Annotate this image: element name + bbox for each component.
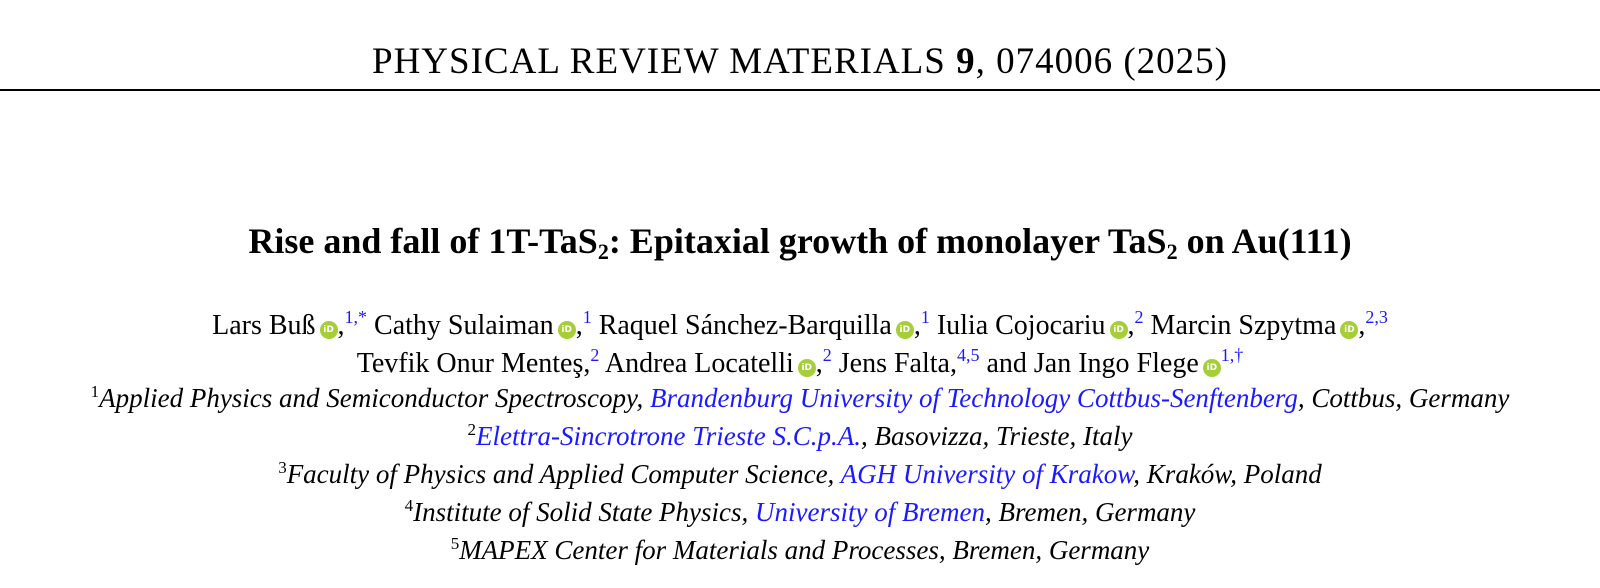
author-separator: , (913, 310, 921, 341)
author-name: Andrea Locatelli (604, 348, 794, 379)
author-name: Jens Falta, (838, 348, 957, 379)
orcid-icon[interactable]: iD (896, 321, 914, 339)
author-separator: , (1358, 310, 1366, 341)
author-separator: , (337, 310, 345, 341)
affiliation-4 (0, 494, 1600, 530)
affiliation-3 (0, 456, 1600, 492)
affiliation-2 (0, 418, 1600, 454)
orcid-icon[interactable]: iD (1203, 359, 1221, 377)
affiliation-location: , Cottbus, Germany (1297, 383, 1510, 413)
affiliation-number: 5 (450, 534, 460, 553)
title-part-3: on Au(111) (1177, 221, 1352, 261)
article-info: , 074006 (2025) (975, 41, 1228, 82)
author-separator: , (1127, 310, 1135, 341)
affiliation-ref[interactable]: 1 (920, 307, 930, 327)
affiliation-location: , Bremen, Germany (984, 497, 1196, 527)
journal-name: PHYSICAL REVIEW MATERIALS (372, 41, 946, 82)
affiliation-1 (0, 380, 1600, 416)
institution-link[interactable]: University of Bremen (755, 497, 985, 527)
affiliation-number: 2 (467, 420, 476, 439)
author-separator: , (575, 310, 583, 341)
author-name: Marcin Szpytma (1150, 310, 1337, 341)
affiliation-ref[interactable]: 2,3 (1365, 307, 1388, 327)
author-line-1 (0, 308, 1600, 344)
affiliation-5 (0, 532, 1600, 568)
institution-link[interactable]: Brandenburg University of Technology Cottbus-Senftenberg (649, 383, 1298, 413)
title-part-1: Rise and fall of 1T-TaS (248, 221, 598, 261)
affiliation-ref[interactable]: 1,† (1220, 345, 1244, 365)
institution-link[interactable]: Elettra-Sincrotrone Trieste S.C.p.A. (476, 421, 861, 451)
affiliation-ref[interactable]: 2 (590, 345, 600, 365)
affiliation-ref[interactable]: 4,5 (956, 345, 980, 365)
author-name: Cathy Sulaiman (374, 310, 554, 341)
author-name: Tevfik Onur Menteş, (356, 348, 591, 379)
affiliation-text: Faculty of Physics and Applied Computer Science, (286, 459, 841, 489)
affiliation-text: Institute of Solid State Physics, (413, 497, 756, 527)
orcid-icon[interactable]: iD (558, 321, 576, 339)
author-name: Lars Buß (212, 310, 316, 341)
affiliation-ref[interactable]: 2 (1134, 307, 1144, 327)
author-name: Raquel Sánchez-Barquilla (598, 310, 892, 341)
author-separator: , (815, 348, 823, 379)
paper-title (0, 217, 1600, 265)
header-rule (0, 89, 1600, 91)
title-part-2: : Epitaxial growth of monolayer TaS (608, 221, 1167, 261)
affiliation-text: MAPEX Center for Materials and Processes, Bremen, Germany (459, 535, 1150, 565)
affiliation-ref[interactable]: 1,* (344, 307, 368, 327)
author-line-2 (0, 346, 1600, 382)
title-subscript-1: 2 (597, 239, 609, 264)
affiliation-ref[interactable]: 1 (582, 307, 592, 327)
affiliation-number: 1 (90, 382, 100, 401)
affiliation-location: , Kraków, Poland (1133, 459, 1322, 489)
journal-volume: 9 (956, 41, 976, 82)
orcid-icon[interactable]: iD (1340, 321, 1358, 339)
affiliation-ref[interactable]: 2 (822, 345, 832, 365)
orcid-icon[interactable]: iD (320, 321, 338, 339)
author-name: Iulia Cojocariu (936, 310, 1106, 341)
affiliation-location: , Basovizza, Trieste, Italy (860, 421, 1133, 451)
title-subscript-2: 2 (1166, 239, 1178, 264)
affiliation-number: 3 (278, 458, 287, 477)
orcid-icon[interactable]: iD (1110, 321, 1128, 339)
institution-link[interactable]: AGH University of Krakow (840, 459, 1134, 489)
affiliation-text: Applied Physics and Semiconductor Spectroscopy, (99, 383, 650, 413)
affiliation-number: 4 (404, 496, 414, 515)
journal-header (0, 38, 1600, 86)
author-name: and Jan Ingo Flege (986, 348, 1199, 379)
orcid-icon[interactable]: iD (798, 359, 816, 377)
